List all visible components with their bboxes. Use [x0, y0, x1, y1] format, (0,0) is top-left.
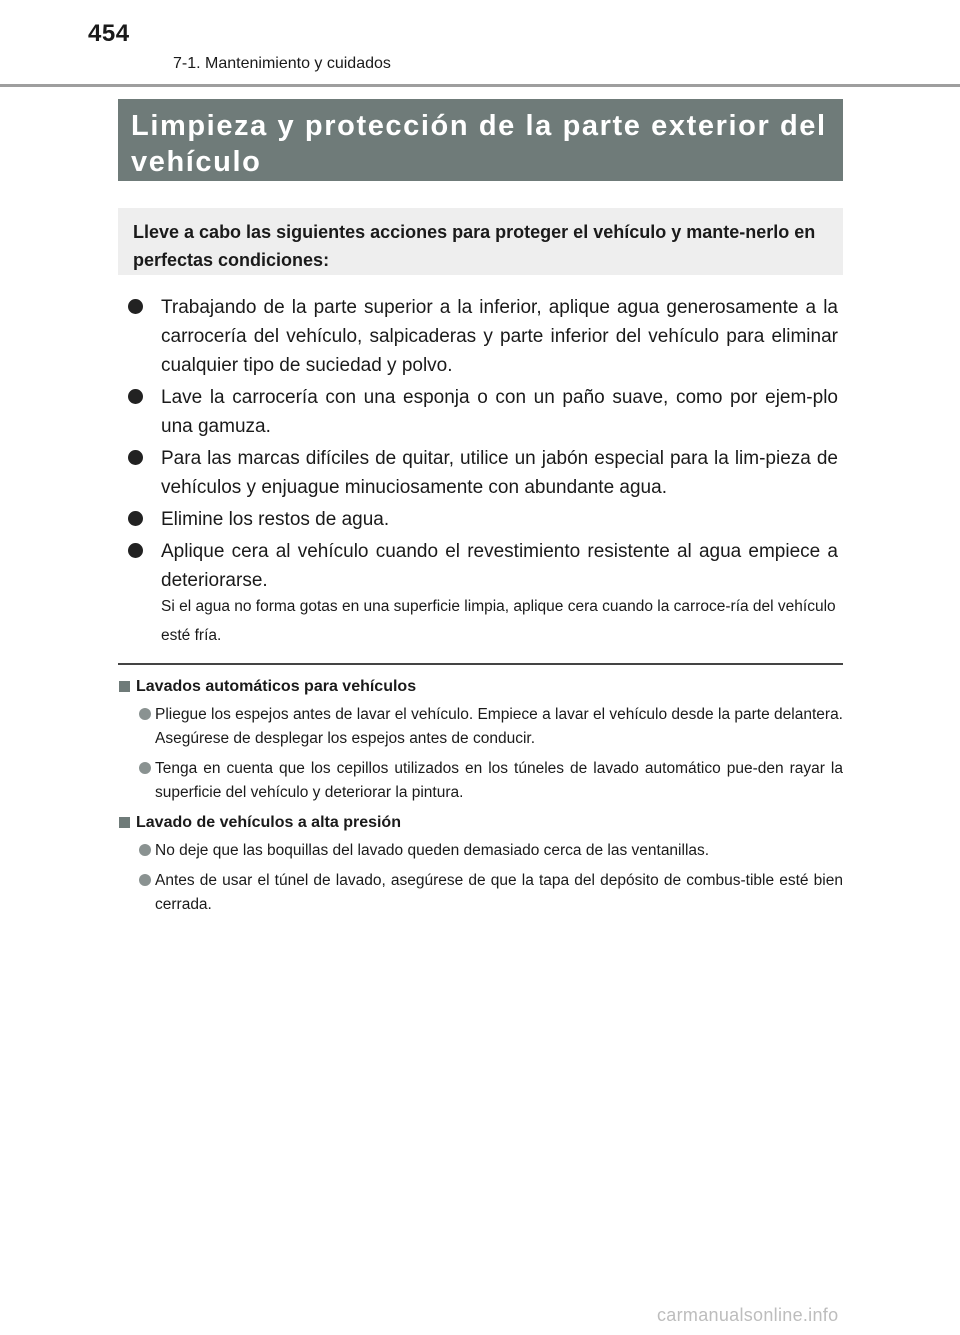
- list-item-text: No deje que las boquillas del lavado queden demasiado cerca de las ventanillas.: [155, 842, 710, 859]
- list-item: [128, 383, 838, 441]
- list-item-text: Pliegue los espejos antes de lavar el vehículo. Empiece a lavar el vehículo desde la parte delantera. Asegúrese de desplegar los espejos antes de conducir.: [155, 706, 843, 747]
- list-item-text: Trabajando de la parte superior a la inferior, aplique agua generosamente a la carrocería del vehículo, salpicaderas y parte inferior del vehículo para eliminar cualquier tipo de suciedad y polvo.: [161, 297, 838, 376]
- page-header: [0, 0, 960, 90]
- dot-bullet-icon: [139, 874, 151, 886]
- section-title-banner: [118, 99, 843, 181]
- section-heading: [118, 677, 843, 697]
- section-heading: [118, 813, 843, 833]
- section-high-pressure-wash: [118, 813, 843, 923]
- sub-list: [118, 703, 843, 805]
- section-automatic-wash: [118, 677, 843, 811]
- square-bullet-icon: [119, 817, 130, 828]
- square-bullet-icon: [119, 681, 130, 692]
- bullet-icon: [128, 511, 143, 526]
- list-item-text: Lave la carrocería con una esponja o con un paño suave, como por ejem-plo una gamuza.: [161, 387, 838, 437]
- watermark: carmanualsonline.info: [657, 1305, 839, 1325]
- page-number: 454: [88, 20, 130, 47]
- intro-text: Lleve a cabo las siguientes acciones para proteger el vehículo y mante-nerlo en perfectas condiciones:: [133, 222, 816, 270]
- list-item: [118, 869, 843, 917]
- dot-bullet-icon: [139, 762, 151, 774]
- bullet-icon: [128, 389, 143, 404]
- dot-bullet-icon: [139, 844, 151, 856]
- list-item: [128, 537, 838, 595]
- list-item: [128, 293, 838, 380]
- section-divider: [118, 663, 843, 665]
- section-title: Limpieza y protección de la parte exterior del vehículo: [131, 110, 827, 178]
- section-heading-text: Lavados automáticos para vehículos: [136, 678, 417, 695]
- bullet-icon: [128, 299, 143, 314]
- list-item: [128, 444, 838, 502]
- list-item-text: Para las marcas difíciles de quitar, utilice un jabón especial para la lim-pieza de vehículos y enjuague minuciosamente con abundante agua.: [161, 448, 838, 498]
- bullet-icon: [128, 450, 143, 465]
- chapter-title: 7-1. Mantenimiento y cuidados: [173, 55, 391, 72]
- list-item: [118, 703, 843, 751]
- intro-box: [118, 208, 843, 275]
- dot-bullet-icon: [139, 708, 151, 720]
- list-item: [128, 505, 838, 534]
- list-item-text: Elimine los restos de agua.: [161, 509, 390, 530]
- list-item: [118, 757, 843, 805]
- list-item-text: Antes de usar el túnel de lavado, asegúrese de que la tapa del depósito de combus-tible esté bien cerrada.: [155, 872, 843, 913]
- sub-list: [118, 839, 843, 917]
- main-instructions-list: [128, 293, 838, 598]
- section-heading-text: Lavado de vehículos a alta presión: [136, 814, 401, 831]
- bullet-icon: [128, 543, 143, 558]
- wax-note: Si el agua no forma gotas en una superficie limpia, aplique cera cuando la carroce-ría del vehículo esté fría.: [161, 598, 836, 644]
- header-rule: [0, 84, 960, 87]
- list-item-text: Aplique cera al vehículo cuando el revestimiento resistente al agua empiece a deteriorarse.: [161, 541, 838, 591]
- list-item-text: Tenga en cuenta que los cepillos utilizados en los túneles de lavado automático pue-den rayar la superficie del vehículo y deteriorar la pintura.: [155, 760, 843, 801]
- list-item: [118, 839, 843, 863]
